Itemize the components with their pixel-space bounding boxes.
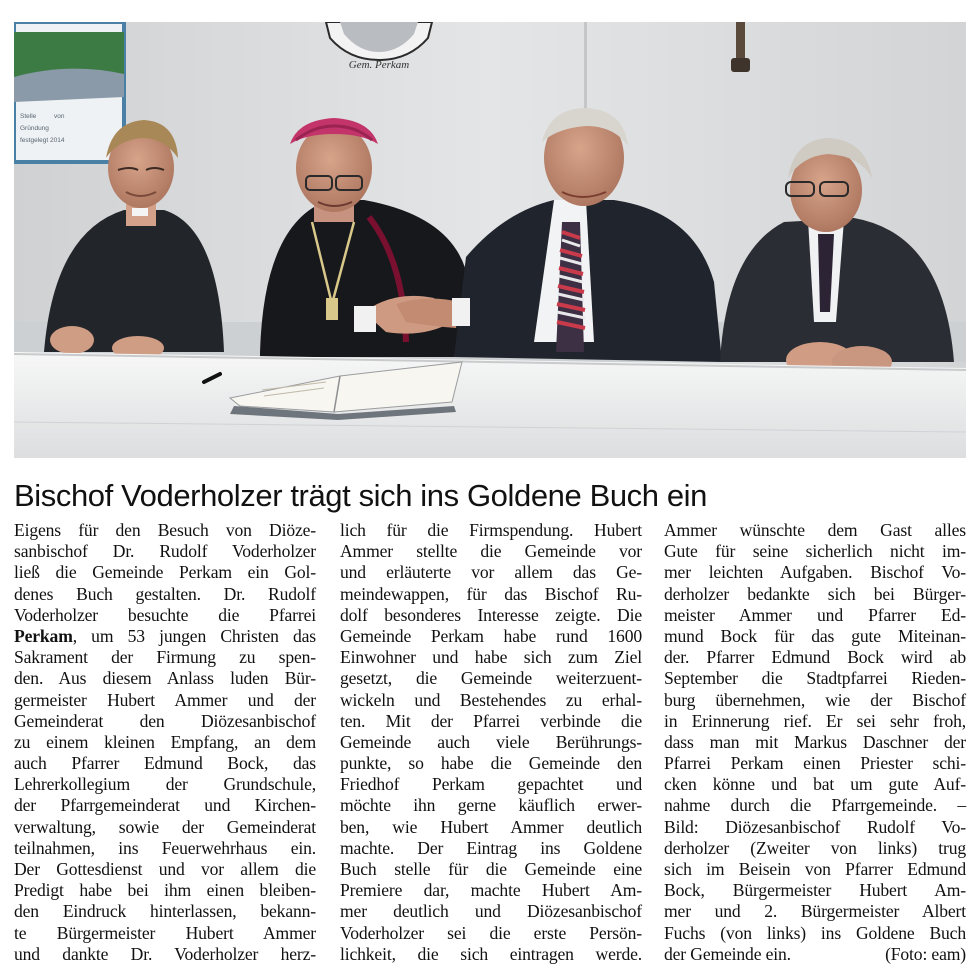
text-line: Gemeinde auch viele Berührungs- bbox=[340, 731, 642, 752]
text-line: zu einem kleinen Empfang, an dem bbox=[14, 731, 316, 752]
text-line: wickeln und Bestehendes zu erhal- bbox=[340, 689, 642, 710]
text-line: Gemeinde Perkam habe rund 1600 bbox=[340, 625, 642, 646]
text-line: auch Pfarrer Edmund Bock, das bbox=[14, 753, 316, 774]
emblem-caption: Gem. Perkam bbox=[348, 59, 410, 71]
poster-text-4: von bbox=[54, 113, 65, 120]
text-line: meister Ammer und Pfarrer Ed- bbox=[664, 604, 966, 625]
text-fragment: , um 53 jungen Christen das bbox=[72, 625, 316, 646]
text-line: lichkeit, die sich eintragen werde. bbox=[340, 943, 642, 964]
text-line: derholzer bedankte sich bei Bürger- bbox=[664, 583, 966, 604]
text-line: möchte ihn gerne käuflich erwer- bbox=[340, 795, 642, 816]
text-line: Fuchs (von links) ins Goldene Buch bbox=[664, 922, 966, 943]
text-line: ben, wie Hubert Ammer deutlich bbox=[340, 816, 642, 837]
text-line: lich für die Firmspendung. Hubert bbox=[340, 520, 642, 540]
text-line: mer leichten Aufgaben. Bischof Vo- bbox=[664, 562, 966, 583]
photo-credit: (Foto: eam) bbox=[885, 943, 966, 964]
text-line: Bock, Bürgermeister Hubert Am- bbox=[664, 880, 966, 901]
text-line: und dankte Dr. Voderholzer herz- bbox=[14, 943, 316, 964]
text-line: nahme durch die Pfarrgemeinde. – bbox=[664, 795, 966, 816]
poster-text-1: Stelle bbox=[20, 113, 37, 120]
text-line: meindewappen, für das Bischof Ru- bbox=[340, 583, 642, 604]
text-line: Predigt habe bei ihm einen bleiben- bbox=[14, 880, 316, 901]
text-line: der. Pfarrer Edmund Bock wird ab bbox=[664, 647, 966, 668]
text-line: Gute für seine sicherlich nicht im- bbox=[664, 541, 966, 562]
article-column-2 bbox=[340, 520, 642, 965]
article-headline: Bischof Voderholzer trägt sich ins Goldene Buch ein bbox=[14, 478, 708, 513]
text-line: Voderholzer sei die erste Persön- bbox=[340, 922, 642, 943]
wall-poster bbox=[14, 22, 124, 162]
text-line: teilnahmen, ins Feuerwehrhaus ein. bbox=[14, 837, 316, 858]
text-line: punkte, so habe die Gemeinde den bbox=[340, 753, 642, 774]
text-line: sanbischof Dr. Rudolf Voderholzer bbox=[14, 541, 316, 562]
text-line: mer und 2. Bürgermeister Albert bbox=[664, 901, 966, 922]
text-line-with-bold bbox=[14, 626, 316, 647]
text-line: September die Stadtpfarrei Rieden- bbox=[664, 668, 966, 689]
text-line: mer deutlich und Diözesanbischof bbox=[340, 901, 642, 922]
text-line: denes Buch gestalten. Dr. Rudolf bbox=[14, 583, 316, 604]
text-line: Gemeinderat den Diözesanbischof bbox=[14, 710, 316, 731]
text-line: Sakrament der Firmung zu spen- bbox=[14, 647, 316, 668]
text-line: te Bürgermeister Hubert Ammer bbox=[14, 922, 316, 943]
text-line: der Pfarrgemeinderat und Kirchen- bbox=[14, 795, 316, 816]
poster-text-2: Gründung bbox=[20, 125, 49, 132]
text-line: verwaltung, sowie der Gemeinderat bbox=[14, 816, 316, 837]
text-line: und erläuterte vor allem das Ge- bbox=[340, 562, 642, 583]
text-line: Pfarrei Perkam einen Priester schi- bbox=[664, 753, 966, 774]
article-column-1 bbox=[14, 520, 316, 965]
text-line: gesetzt, die Gemeinde weiterzuent- bbox=[340, 668, 642, 689]
text-line: machte. Der Eintrag ins Goldene bbox=[340, 837, 642, 858]
text-line: Lehrerkollegium der Grundschule, bbox=[14, 774, 316, 795]
text-line: Voderholzer besuchte die Pfarrei bbox=[14, 604, 316, 625]
text-line: dass man mit Markus Daschner der bbox=[664, 731, 966, 752]
article-column-3 bbox=[664, 520, 966, 965]
text-line: ließ die Gemeinde Perkam ein Gol- bbox=[14, 562, 316, 583]
text-line: in Erinnerung rief. Er sei sehr froh, bbox=[664, 710, 966, 731]
text-line: der Gemeinde ein. bbox=[664, 943, 791, 964]
text-line: Buch stelle für die Gemeinde eine bbox=[340, 859, 642, 879]
text-line: Friedhof Perkam gepachtet und bbox=[340, 774, 642, 795]
text-line: den Eindruck hinterlassen, bekann- bbox=[14, 901, 316, 922]
text-line: cken könne und bat um gute Auf- bbox=[664, 774, 966, 795]
text-line: derholzer (Zweiter von links) trug bbox=[664, 837, 966, 858]
text-line: Ammer stellte die Gemeinde vor bbox=[340, 541, 642, 562]
text-line: sich im Beisein von Pfarrer Edmund bbox=[664, 859, 966, 879]
text-line: ten. Mit der Pfarrei verbinde die bbox=[340, 710, 642, 731]
text-line: den. Aus diesem Anlass luden Bür- bbox=[14, 668, 316, 689]
text-line: Eigens für den Besuch von Diöze- bbox=[14, 520, 316, 540]
final-line bbox=[664, 944, 966, 965]
text-line: burg übernehmen, wie der Bischof bbox=[664, 689, 966, 710]
bold-place-name: Perkam bbox=[14, 625, 73, 646]
text-line: Bild: Diözesanbischof Rudolf Vo- bbox=[664, 816, 966, 837]
article-photo bbox=[14, 22, 966, 458]
text-line: dolf besonderes Interesse zeigte. Die bbox=[340, 604, 642, 625]
text-line: Einwohner und habe sich zum Ziel bbox=[340, 647, 642, 668]
poster-text-3: festgelegt 2014 bbox=[20, 137, 65, 144]
text-line: germeister Hubert Ammer und der bbox=[14, 689, 316, 710]
text-line: mund Bock für das gute Miteinan- bbox=[664, 625, 966, 646]
text-line: Ammer wünschte dem Gast alles bbox=[664, 520, 966, 540]
text-line: Der Gottesdienst und vor allem die bbox=[14, 859, 316, 879]
text-line: Premiere dar, machte Hubert Am- bbox=[340, 880, 642, 901]
table bbox=[14, 352, 966, 458]
